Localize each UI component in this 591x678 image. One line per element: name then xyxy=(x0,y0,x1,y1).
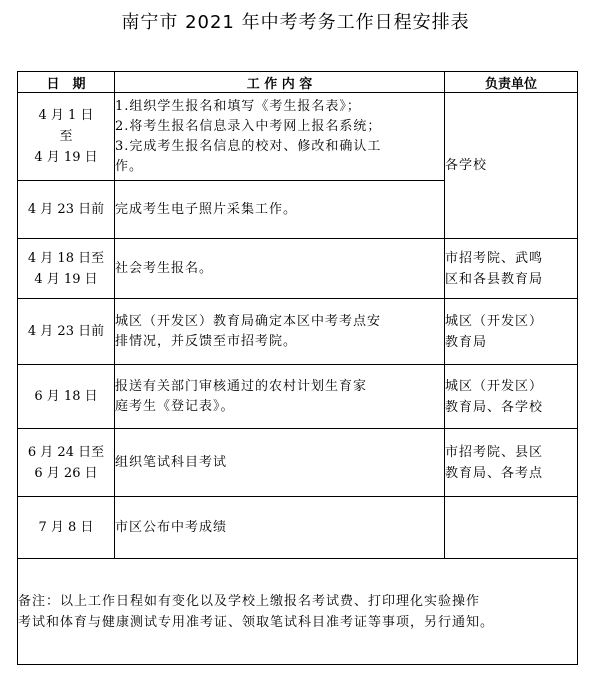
unit-line: 教育局、各学校 xyxy=(445,399,544,415)
content-cell xyxy=(115,239,445,299)
unit-line: 区和各县教育局 xyxy=(445,271,544,287)
schedule-table xyxy=(17,71,578,665)
content-line: 社会考生报名。 xyxy=(115,260,214,276)
content-line: 组织笔试科目考试 xyxy=(115,454,228,470)
unit-cell xyxy=(445,429,578,497)
date-cell xyxy=(18,239,115,299)
unit-cell xyxy=(445,93,578,239)
content-cell xyxy=(115,429,445,497)
table-row xyxy=(18,497,578,559)
content-line: 2.将考生报名信息录入中考网上报名系统； xyxy=(115,118,382,134)
date-line: 4 月 19 日 xyxy=(34,271,98,287)
unit-cell xyxy=(445,299,578,365)
table-row xyxy=(18,93,578,181)
unit-line: 城区（开发区） xyxy=(445,313,544,329)
content-line: 城区（开发区）教育局确定本区中考考点安 xyxy=(115,313,382,329)
content-line: 3.完成考生报名信息的校对、修改和确认工 xyxy=(115,138,382,154)
unit-line: 市招考院、县区 xyxy=(445,444,544,460)
note-cell xyxy=(18,559,578,665)
table-row xyxy=(18,299,578,365)
header-unit: 负责单位 xyxy=(445,72,578,93)
unit-line: 城区（开发区） xyxy=(445,378,544,394)
note-row xyxy=(18,559,578,665)
content-cell xyxy=(115,299,445,365)
table-header-row xyxy=(18,72,578,93)
content-cell xyxy=(115,365,445,429)
table-row xyxy=(18,239,578,299)
content-line: 市区公布中考成绩 xyxy=(115,519,228,535)
date-line: 6 月 18 日 xyxy=(34,389,98,404)
content-line: 报送有关部门审核通过的农村计划生育家 xyxy=(115,378,368,394)
note-line: 备注：以上工作日程如有变化以及学校上缴报名考试费、打印理化实验操作 xyxy=(18,593,481,609)
date-line: 6 月 24 日至 xyxy=(27,444,105,460)
date-line: 4 月 23 日前 xyxy=(27,324,105,339)
unit-cell xyxy=(445,497,578,559)
content-line: 作。 xyxy=(115,158,144,174)
content-line: 1.组织学生报名和填写《考生报名表》； xyxy=(115,98,361,114)
date-cell xyxy=(18,429,115,497)
unit-line: 各学校 xyxy=(445,158,488,173)
content-line: 完成考生电子照片采集工作。 xyxy=(115,201,298,217)
page-title: 南宁市 2021 年中考考务工作日程安排表 xyxy=(121,12,470,33)
content-cell xyxy=(115,93,445,181)
date-line: 4 月 23 日前 xyxy=(27,202,105,217)
date-cell xyxy=(18,497,115,559)
date-line: 4 月 19 日 xyxy=(34,150,98,165)
table-row xyxy=(18,429,578,497)
date-cell xyxy=(18,365,115,429)
content-line: 排情况，并反馈至市招考院。 xyxy=(115,333,298,349)
unit-cell xyxy=(445,365,578,429)
content-cell xyxy=(115,181,445,239)
date-line: 至 xyxy=(59,129,73,144)
unit-line: 市招考院、武鸣 xyxy=(445,250,544,266)
unit-cell xyxy=(445,239,578,299)
date-cell xyxy=(18,93,115,181)
note-line: 考试和体育与健康测试专用准考证、领取笔试科目准考证等事项，另行通知。 xyxy=(18,614,495,630)
header-content: 工 作 内 容 xyxy=(115,72,445,93)
unit-line: 教育局、各考点 xyxy=(445,465,544,481)
content-line: 庭考生《登记表》。 xyxy=(115,398,235,414)
date-line: 7 月 8 日 xyxy=(38,520,94,535)
date-cell xyxy=(18,299,115,365)
unit-line: 教育局 xyxy=(445,334,488,350)
date-cell xyxy=(18,181,115,239)
date-line: 6 月 26 日 xyxy=(34,465,98,481)
date-line: 4 月 18 日至 xyxy=(27,250,105,266)
header-date: 日 期 xyxy=(18,72,115,93)
date-line: 4 月 1 日 xyxy=(38,108,94,123)
content-cell xyxy=(115,497,445,559)
table-row xyxy=(18,365,578,429)
